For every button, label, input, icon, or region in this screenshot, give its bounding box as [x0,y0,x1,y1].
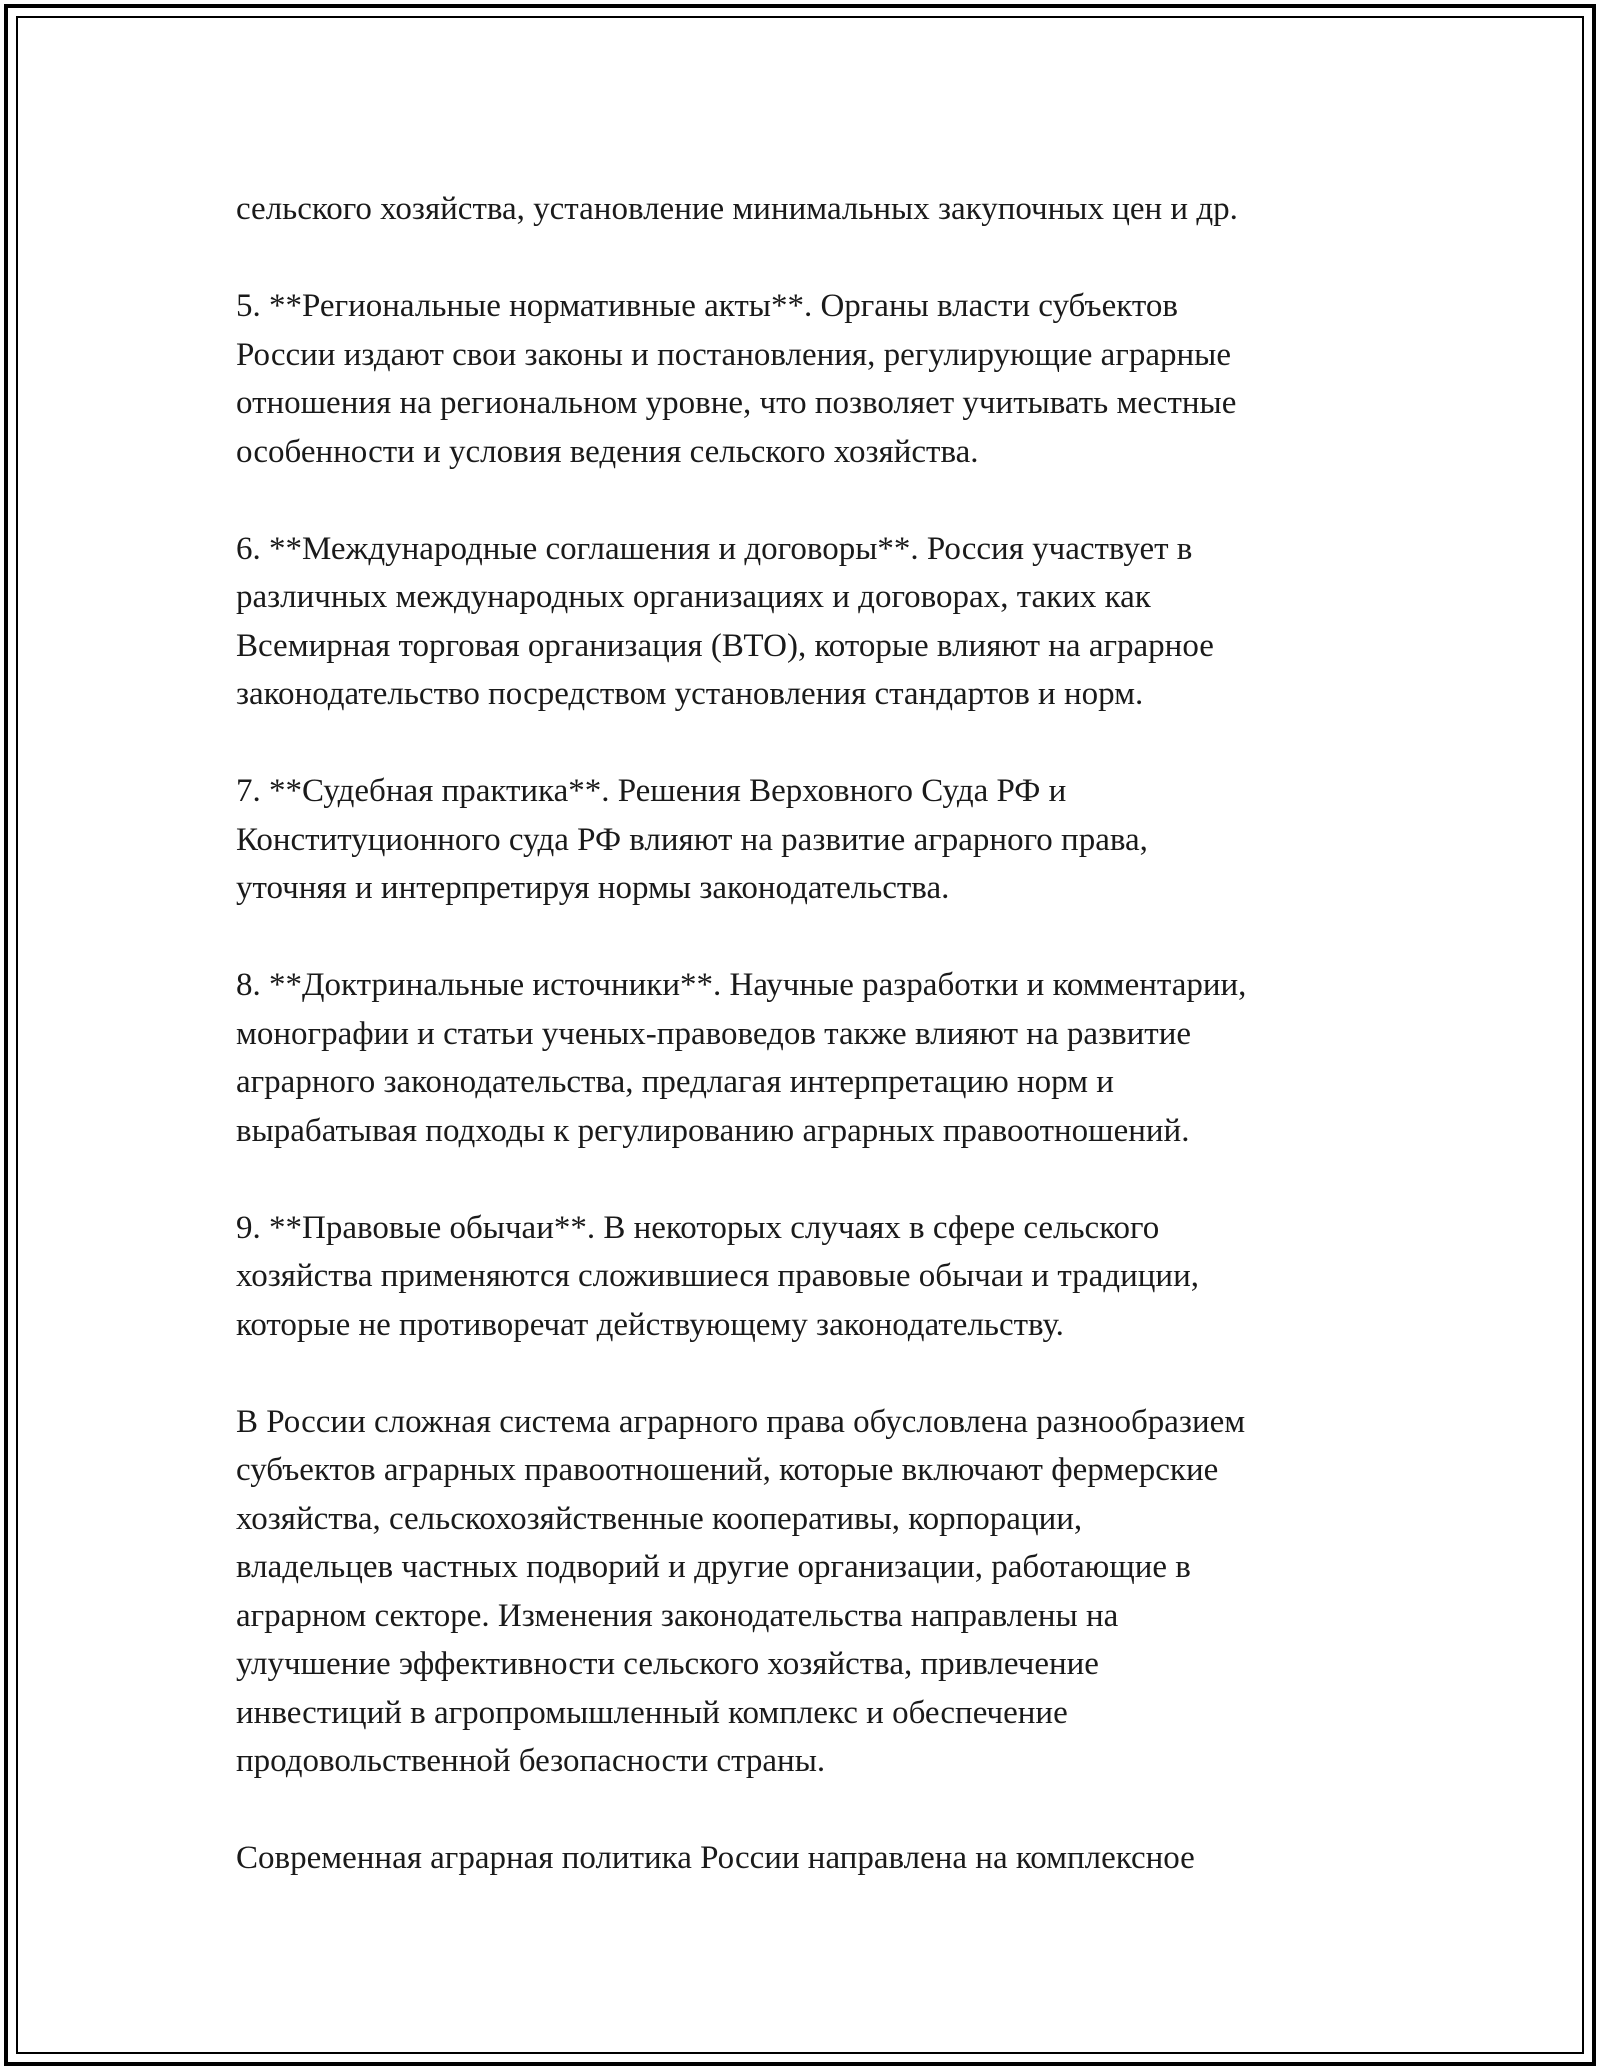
paragraph-item-7-judicial-practice: 7. **Судебная практика**. Решения Верховного Суда РФ и Конституционного суда РФ влияют на развитие аграрного права, уточняя и интерпретируя нормы законодательства. [236,773,1148,906]
paragraph-item-5-regional-acts: 5. **Региональные нормативные акты**. Органы власти субъектов России издают свои законы и постановления, регулирующие аграрные отношения на региональном уровне, что позволяет учитывать местные особенности и условия ведения сельского хозяйства. [236,288,1237,470]
document-body [236,185,1436,1931]
paragraph-item-6-international-agreements: 6. **Международные соглашения и договоры**. Россия участвует в различных международных организациях и договорах, таких как Всемирная торговая организация (ВТО), которые влияют на аграрное законодательство посредством установления стандартов и норм. [236,530,1214,712]
paragraph-system-summary: В России сложная система аграрного права обусловлена разнообразием субъектов аграрных правоотношений, которые включают фермерские хозяйства, сельскохозяйственные кооперативы, корпорации, владельцев частных подворий и другие организации, работающие в аграрном секторе. Изменения законодательства направлены на улучшение эффективности сельского хозяйства, привлечение инвестиций в агропромышленный комплекс и обеспечение продовольственной безопасности страны. [236,1403,1246,1779]
paragraph-continuation: сельского хозяйства, установление минимальных закупочных цен и др. [236,191,1238,227]
paragraph-policy-start: Современная аграрная политика России направлена на комплексное [236,1840,1195,1876]
paragraph-item-9-legal-customs: 9. **Правовые обычаи**. В некоторых случаях в сфере сельского хозяйства применяются сложившиеся правовые обычаи и традиции, которые не противоречат действующему законодательству. [236,1209,1199,1343]
paragraph-item-8-doctrinal-sources: 8. **Доктринальные источники**. Научные разработки и комментарии, монографии и статьи ученых-правоведов также влияют на развитие аграрного законодательства, предлагая интерпретацию норм и вырабатывая подходы к регулированию аграрных правоотношений. [236,967,1247,1149]
